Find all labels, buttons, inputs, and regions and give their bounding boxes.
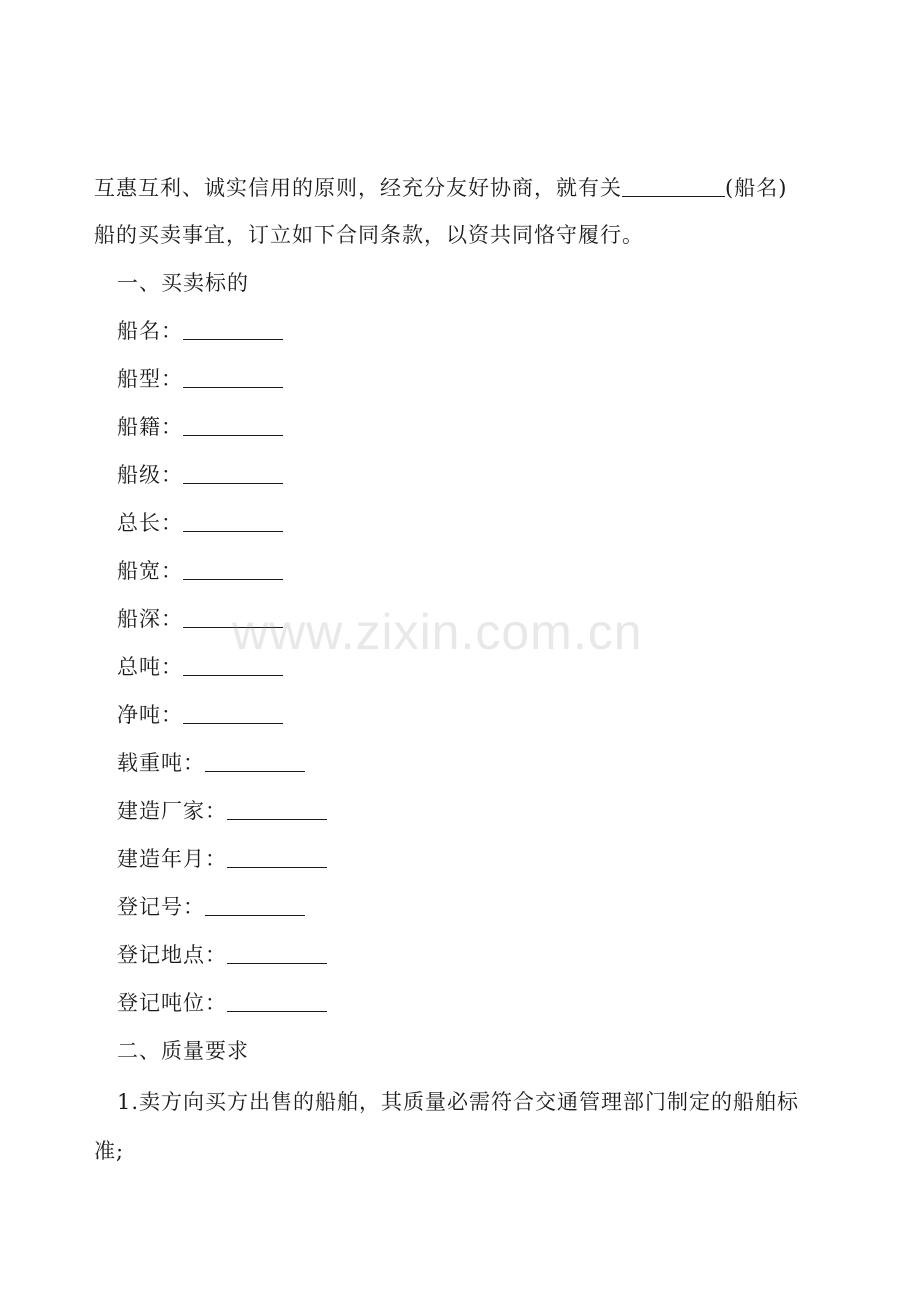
field-label: 建造厂家： [117, 799, 227, 823]
field-blank [227, 989, 327, 1012]
field-label: 载重吨： [117, 751, 205, 775]
field-label: 船型： [117, 367, 183, 391]
field-label: 船名： [117, 319, 183, 343]
section-2-item-1: 1.卖方向买方出售的船舶，其质量必需符合交通管理部门制定的船舶标 [117, 1090, 800, 1114]
field-label: 船级： [117, 463, 183, 487]
field-blank [227, 797, 327, 820]
field-label: 总吨： [117, 655, 183, 679]
field-label: 建造年月： [117, 847, 227, 871]
intro-text-2: 船的买卖事宜，订立如下合同条款，以资共同恪守履行。 [94, 223, 644, 247]
field-blank [205, 749, 305, 772]
field-blank [183, 317, 283, 340]
field-label: 净吨： [117, 703, 183, 727]
section-2-item-1-continued: 准; [94, 1139, 125, 1163]
field-label: 总长： [117, 511, 183, 535]
field-row [117, 413, 283, 441]
section-2-heading: 二、质量要求 [117, 1039, 249, 1063]
field-blank [227, 845, 327, 868]
field-row [117, 941, 327, 969]
field-row [117, 365, 283, 393]
intro-suffix: (船名) [725, 176, 788, 200]
field-label: 船宽： [117, 559, 183, 583]
field-label: 船籍： [117, 415, 183, 439]
field-row [117, 749, 305, 777]
field-blank [183, 365, 283, 388]
field-blank [205, 893, 305, 916]
field-row [117, 461, 283, 489]
field-row [117, 797, 327, 825]
field-row [117, 317, 283, 345]
field-label: 登记号： [117, 895, 205, 919]
field-blank [227, 941, 327, 964]
ship-name-blank [622, 174, 725, 197]
field-blank [183, 413, 283, 436]
field-row [117, 893, 305, 921]
field-label: 登记地点： [117, 943, 227, 967]
section-1-heading: 一、买卖标的 [117, 271, 249, 295]
intro-line-1 [94, 174, 787, 202]
field-label: 登记吨位： [117, 991, 227, 1015]
field-blank [183, 557, 283, 580]
field-row [117, 989, 327, 1017]
field-blank [183, 701, 283, 724]
field-label: 船深： [117, 607, 183, 631]
intro-text-1: 互惠互利、诚实信用的原则，经充分友好协商，就有关 [94, 176, 622, 200]
field-row [117, 557, 283, 585]
watermark: www.zixin.com.cn [232, 604, 643, 660]
field-blank [183, 461, 283, 484]
field-row [117, 701, 283, 729]
field-row [117, 509, 283, 537]
field-row [117, 845, 327, 873]
intro-line-2 [94, 221, 644, 249]
field-blank [183, 509, 283, 532]
